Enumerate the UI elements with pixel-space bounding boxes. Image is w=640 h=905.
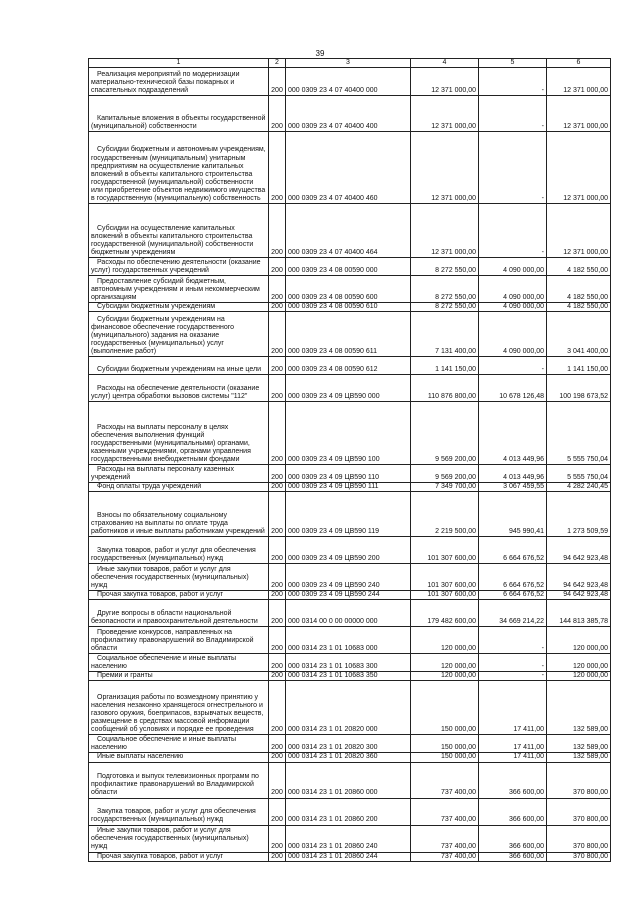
- row-amount-col5: -: [479, 96, 547, 132]
- row-amount-col6: 132 589,00: [547, 753, 611, 762]
- row-amount-col4: 7 349 700,00: [411, 483, 479, 492]
- row-section-code: 000 0314 23 1 01 10683 000: [286, 627, 411, 654]
- row-amount-col5: 366 600,00: [479, 825, 547, 852]
- row-amount-col4: 8 272 550,00: [411, 276, 479, 303]
- table-row: [89, 483, 611, 492]
- row-amount-col5: 4 090 000,00: [479, 303, 547, 312]
- row-amount-col4: 12 371 000,00: [411, 204, 479, 258]
- row-amount-col4: 150 000,00: [411, 735, 479, 753]
- row-amount-col6: 3 041 400,00: [547, 312, 611, 357]
- row-section-code: 000 0314 23 1 01 10683 300: [286, 654, 411, 672]
- row-amount-col4: 737 400,00: [411, 798, 479, 825]
- row-code: 200: [269, 68, 286, 96]
- table-row: [89, 735, 611, 753]
- row-name: Взносы по обязательному социальному страхованию на выплаты по оплате труда работников и иные выплаты работникам учреждений: [89, 492, 269, 537]
- table-row: [89, 132, 611, 204]
- table-body: [89, 68, 611, 862]
- row-amount-col6: 120 000,00: [547, 627, 611, 654]
- row-amount-col5: 4 013 449,96: [479, 465, 547, 483]
- row-name: Расходы на выплаты персоналу в целях обеспечения выполнения функций государственными (муниципальными) органами, казенными учреждениями, органами управления государственными внебюджетными фондами: [89, 402, 269, 465]
- row-amount-col6: 370 800,00: [547, 825, 611, 852]
- row-amount-col5: 3 067 459,55: [479, 483, 547, 492]
- row-section-code: 000 0309 23 4 07 40400 464: [286, 204, 411, 258]
- row-amount-col6: 5 555 750,04: [547, 402, 611, 465]
- row-section-code: 000 0314 23 1 01 10683 350: [286, 672, 411, 681]
- row-amount-col5: 17 411,00: [479, 735, 547, 753]
- table-row: [89, 852, 611, 861]
- row-code: 200: [269, 465, 286, 483]
- row-section-code: 000 0309 23 4 08 00590 612: [286, 357, 411, 375]
- table-row: [89, 402, 611, 465]
- row-amount-col5: -: [479, 68, 547, 96]
- page-number: 39: [315, 49, 325, 58]
- table-row: [89, 564, 611, 591]
- row-amount-col5: 366 600,00: [479, 852, 547, 861]
- row-code: 200: [269, 735, 286, 753]
- row-amount-col4: 8 272 550,00: [411, 258, 479, 276]
- row-section-code: 000 0309 23 4 09 ЦВ590 111: [286, 483, 411, 492]
- row-code: 200: [269, 492, 286, 537]
- row-amount-col5: 17 411,00: [479, 681, 547, 735]
- row-name: Иные закупки товаров, работ и услуг для обеспечения государственных (муниципальных) нужд: [89, 825, 269, 852]
- table-row: [89, 303, 611, 312]
- row-amount-col6: 370 800,00: [547, 762, 611, 798]
- table-row: [89, 68, 611, 96]
- row-amount-col5: 4 090 000,00: [479, 312, 547, 357]
- row-amount-col5: -: [479, 627, 547, 654]
- row-amount-col4: 2 219 500,00: [411, 492, 479, 537]
- row-name: Субсидии бюджетным учреждениям: [89, 303, 269, 312]
- row-amount-col4: 8 272 550,00: [411, 303, 479, 312]
- row-code: 200: [269, 375, 286, 402]
- row-amount-col6: 144 813 385,78: [547, 600, 611, 627]
- row-amount-col4: 120 000,00: [411, 654, 479, 672]
- row-amount-col4: 9 569 200,00: [411, 402, 479, 465]
- row-section-code: 000 0314 23 1 01 20860 000: [286, 762, 411, 798]
- row-name: Субсидии бюджетным учреждениям на финансовое обеспечение государственного (муниципального) задания на оказание государственных (муниципальных) услуг (выполнение работ): [89, 312, 269, 357]
- row-amount-col4: 12 371 000,00: [411, 96, 479, 132]
- row-name: Расходы на выплаты персоналу казенных учреждений: [89, 465, 269, 483]
- row-code: 200: [269, 258, 286, 276]
- table-row: [89, 681, 611, 735]
- row-amount-col5: 34 669 214,22: [479, 600, 547, 627]
- row-name: Субсидии на осуществление капитальных вложений в объекты капитального строительства государственной (муниципальной) собственности бюджетным учреждениям: [89, 204, 269, 258]
- row-section-code: 000 0309 23 4 09 ЦВ590 240: [286, 564, 411, 591]
- row-amount-col5: 6 664 676,52: [479, 537, 547, 564]
- row-section-code: 000 0314 23 1 01 20860 244: [286, 852, 411, 861]
- table-row: [89, 600, 611, 627]
- column-header: 2: [269, 59, 286, 68]
- row-code: 200: [269, 132, 286, 204]
- row-amount-col5: 6 664 676,52: [479, 591, 547, 600]
- table-row: [89, 357, 611, 375]
- row-code: 200: [269, 312, 286, 357]
- row-section-code: 000 0309 23 4 09 ЦВ590 200: [286, 537, 411, 564]
- row-code: 200: [269, 762, 286, 798]
- row-amount-col6: 132 589,00: [547, 681, 611, 735]
- row-section-code: 000 0314 23 1 01 20860 240: [286, 825, 411, 852]
- row-amount-col4: 101 307 600,00: [411, 564, 479, 591]
- row-amount-col5: -: [479, 672, 547, 681]
- table-row: [89, 375, 611, 402]
- row-amount-col4: 737 400,00: [411, 762, 479, 798]
- row-amount-col6: 94 642 923,48: [547, 537, 611, 564]
- column-header: 3: [286, 59, 411, 68]
- table-row: [89, 492, 611, 537]
- row-section-code: 000 0314 23 1 01 20820 000: [286, 681, 411, 735]
- row-amount-col6: 4 182 550,00: [547, 303, 611, 312]
- table-row: [89, 591, 611, 600]
- row-name: Прочая закупка товаров, работ и услуг: [89, 852, 269, 861]
- row-amount-col5: 4 090 000,00: [479, 258, 547, 276]
- row-amount-col6: 94 642 923,48: [547, 591, 611, 600]
- row-section-code: 000 0309 23 4 09 ЦВ590 000: [286, 375, 411, 402]
- row-amount-col4: 101 307 600,00: [411, 537, 479, 564]
- column-header: 1: [89, 59, 269, 68]
- row-amount-col4: 7 131 400,00: [411, 312, 479, 357]
- row-amount-col4: 110 876 800,00: [411, 375, 479, 402]
- row-name: Капитальные вложения в объекты государственной (муниципальной) собственности: [89, 96, 269, 132]
- row-name: Социальное обеспечение и иные выплаты населению: [89, 654, 269, 672]
- table-row: [89, 627, 611, 654]
- row-code: 200: [269, 303, 286, 312]
- row-section-code: 000 0309 23 4 08 00590 600: [286, 276, 411, 303]
- row-code: 200: [269, 591, 286, 600]
- row-amount-col5: -: [479, 132, 547, 204]
- row-name: Другие вопросы в области национальной безопасности и правоохранительной деятельности: [89, 600, 269, 627]
- table-row: [89, 672, 611, 681]
- row-amount-col4: 101 307 600,00: [411, 591, 479, 600]
- row-section-code: 000 0309 23 4 08 00590 611: [286, 312, 411, 357]
- row-amount-col5: 17 411,00: [479, 753, 547, 762]
- row-code: 200: [269, 654, 286, 672]
- row-name: Проведение конкурсов, направленных на профилактику правонарушений во Владимирской области: [89, 627, 269, 654]
- row-name: Иные выплаты населению: [89, 753, 269, 762]
- row-code: 200: [269, 564, 286, 591]
- row-amount-col5: 4 013 449,96: [479, 402, 547, 465]
- row-name: Социальное обеспечение и иные выплаты населению: [89, 735, 269, 753]
- row-section-code: 000 0309 23 4 09 ЦВ590 100: [286, 402, 411, 465]
- row-name: Подготовка и выпуск телевизионных программ по профилактике правонарушений во Владимирской области: [89, 762, 269, 798]
- table-row: [89, 753, 611, 762]
- table-row: [89, 465, 611, 483]
- row-code: 200: [269, 852, 286, 861]
- column-header: 5: [479, 59, 547, 68]
- row-amount-col5: 945 990,41: [479, 492, 547, 537]
- table-row: [89, 762, 611, 798]
- row-name: Организация работы по возмездному принятию у населения незаконно хранящегося огнестрельного и газового оружия, боеприпасов, взрывчатых веществ, размещение в средствах массовой информации сообщений об условиях и порядке ее проведения: [89, 681, 269, 735]
- row-amount-col5: 6 664 676,52: [479, 564, 547, 591]
- row-amount-col4: 12 371 000,00: [411, 132, 479, 204]
- table-row: [89, 825, 611, 852]
- row-section-code: 000 0314 00 0 00 00000 000: [286, 600, 411, 627]
- row-amount-col6: 100 198 673,52: [547, 375, 611, 402]
- row-name: Расходы на обеспечение деятельности (оказание услуг) центра обработки вызовов системы "112": [89, 375, 269, 402]
- row-amount-col4: 120 000,00: [411, 672, 479, 681]
- row-amount-col6: 4 182 550,00: [547, 258, 611, 276]
- row-name: Субсидии бюджетным и автономным учреждениям, государственным (муниципальным) унитарным предприятиям на осуществление капитальных вложений в объекты капитального строительства государственной (муниципальной) собственности или приобретение объектов недвижимого имущества в государственную (муниципальную) собственность: [89, 132, 269, 204]
- row-amount-col4: 1 141 150,00: [411, 357, 479, 375]
- row-amount-col6: 4 282 240,45: [547, 483, 611, 492]
- row-section-code: 000 0309 23 4 08 00590 610: [286, 303, 411, 312]
- row-amount-col4: 737 400,00: [411, 825, 479, 852]
- row-amount-col5: -: [479, 357, 547, 375]
- row-amount-col6: 4 182 550,00: [547, 276, 611, 303]
- row-amount-col5: 366 600,00: [479, 762, 547, 798]
- row-amount-col6: 120 000,00: [547, 672, 611, 681]
- row-code: 200: [269, 402, 286, 465]
- row-section-code: 000 0314 23 1 01 20860 200: [286, 798, 411, 825]
- row-amount-col6: 1 141 150,00: [547, 357, 611, 375]
- table-row: [89, 276, 611, 303]
- row-name: Закупка товаров, работ и услуг для обеспечения государственных (муниципальных) нужд: [89, 537, 269, 564]
- budget-table: [88, 58, 611, 862]
- row-code: 200: [269, 204, 286, 258]
- row-amount-col6: 12 371 000,00: [547, 68, 611, 96]
- row-amount-col6: 12 371 000,00: [547, 204, 611, 258]
- row-name: Расходы по обеспечению деятельности (оказание услуг) государственных учреждений: [89, 258, 269, 276]
- row-section-code: 000 0309 23 4 09 ЦВ590 110: [286, 465, 411, 483]
- row-amount-col4: 12 371 000,00: [411, 68, 479, 96]
- row-section-code: 000 0309 23 4 07 40400 460: [286, 132, 411, 204]
- row-name: Субсидии бюджетным учреждениям на иные цели: [89, 357, 269, 375]
- row-name: Премии и гранты: [89, 672, 269, 681]
- row-section-code: 000 0309 23 4 09 ЦВ590 119: [286, 492, 411, 537]
- row-name: Фонд оплаты труда учреждений: [89, 483, 269, 492]
- table-row: [89, 537, 611, 564]
- column-header: 4: [411, 59, 479, 68]
- row-amount-col6: 120 000,00: [547, 654, 611, 672]
- row-code: 200: [269, 96, 286, 132]
- row-code: 200: [269, 681, 286, 735]
- row-amount-col4: 9 569 200,00: [411, 465, 479, 483]
- row-amount-col5: 10 678 126,48: [479, 375, 547, 402]
- row-name: Реализация мероприятий по модернизации материально-технической базы пожарных и спасательных подразделений: [89, 68, 269, 96]
- row-code: 200: [269, 627, 286, 654]
- row-code: 200: [269, 600, 286, 627]
- row-code: 200: [269, 357, 286, 375]
- table-row: [89, 204, 611, 258]
- column-header: 6: [547, 59, 611, 68]
- row-section-code: 000 0314 23 1 01 20820 300: [286, 735, 411, 753]
- table-row: [89, 258, 611, 276]
- row-amount-col5: 4 090 000,00: [479, 276, 547, 303]
- row-code: 200: [269, 798, 286, 825]
- row-amount-col6: 1 273 509,59: [547, 492, 611, 537]
- row-amount-col5: 366 600,00: [479, 798, 547, 825]
- row-section-code: 000 0309 23 4 07 40400 000: [286, 68, 411, 96]
- row-amount-col6: 5 555 750,04: [547, 465, 611, 483]
- row-amount-col4: 179 482 600,00: [411, 600, 479, 627]
- row-amount-col5: -: [479, 654, 547, 672]
- row-code: 200: [269, 276, 286, 303]
- column-number-row: [89, 59, 611, 68]
- row-amount-col6: 370 800,00: [547, 852, 611, 861]
- row-name: Иные закупки товаров, работ и услуг для обеспечения государственных (муниципальных) нужд: [89, 564, 269, 591]
- row-name: Закупка товаров, работ и услуг для обеспечения государственных (муниципальных) нужд: [89, 798, 269, 825]
- table-row: [89, 96, 611, 132]
- row-amount-col5: -: [479, 204, 547, 258]
- table-row: [89, 654, 611, 672]
- row-amount-col6: 12 371 000,00: [547, 132, 611, 204]
- row-amount-col6: 132 589,00: [547, 735, 611, 753]
- row-code: 200: [269, 825, 286, 852]
- row-amount-col4: 150 000,00: [411, 681, 479, 735]
- row-code: 200: [269, 672, 286, 681]
- table-row: [89, 798, 611, 825]
- row-amount-col6: 12 371 000,00: [547, 96, 611, 132]
- row-section-code: 000 0309 23 4 07 40400 400: [286, 96, 411, 132]
- row-amount-col6: 370 800,00: [547, 798, 611, 825]
- row-code: 200: [269, 537, 286, 564]
- row-section-code: 000 0309 23 4 09 ЦВ590 244: [286, 591, 411, 600]
- row-code: 200: [269, 483, 286, 492]
- row-section-code: 000 0314 23 1 01 20820 360: [286, 753, 411, 762]
- row-section-code: 000 0309 23 4 08 00590 000: [286, 258, 411, 276]
- row-code: 200: [269, 753, 286, 762]
- row-amount-col6: 94 642 923,48: [547, 564, 611, 591]
- row-amount-col4: 120 000,00: [411, 627, 479, 654]
- row-name: Прочая закупка товаров, работ и услуг: [89, 591, 269, 600]
- table-row: [89, 312, 611, 357]
- row-amount-col4: 737 400,00: [411, 852, 479, 861]
- row-name: Предоставление субсидий бюджетным, автономным учреждениям и иным некоммерческим организациям: [89, 276, 269, 303]
- row-amount-col4: 150 000,00: [411, 753, 479, 762]
